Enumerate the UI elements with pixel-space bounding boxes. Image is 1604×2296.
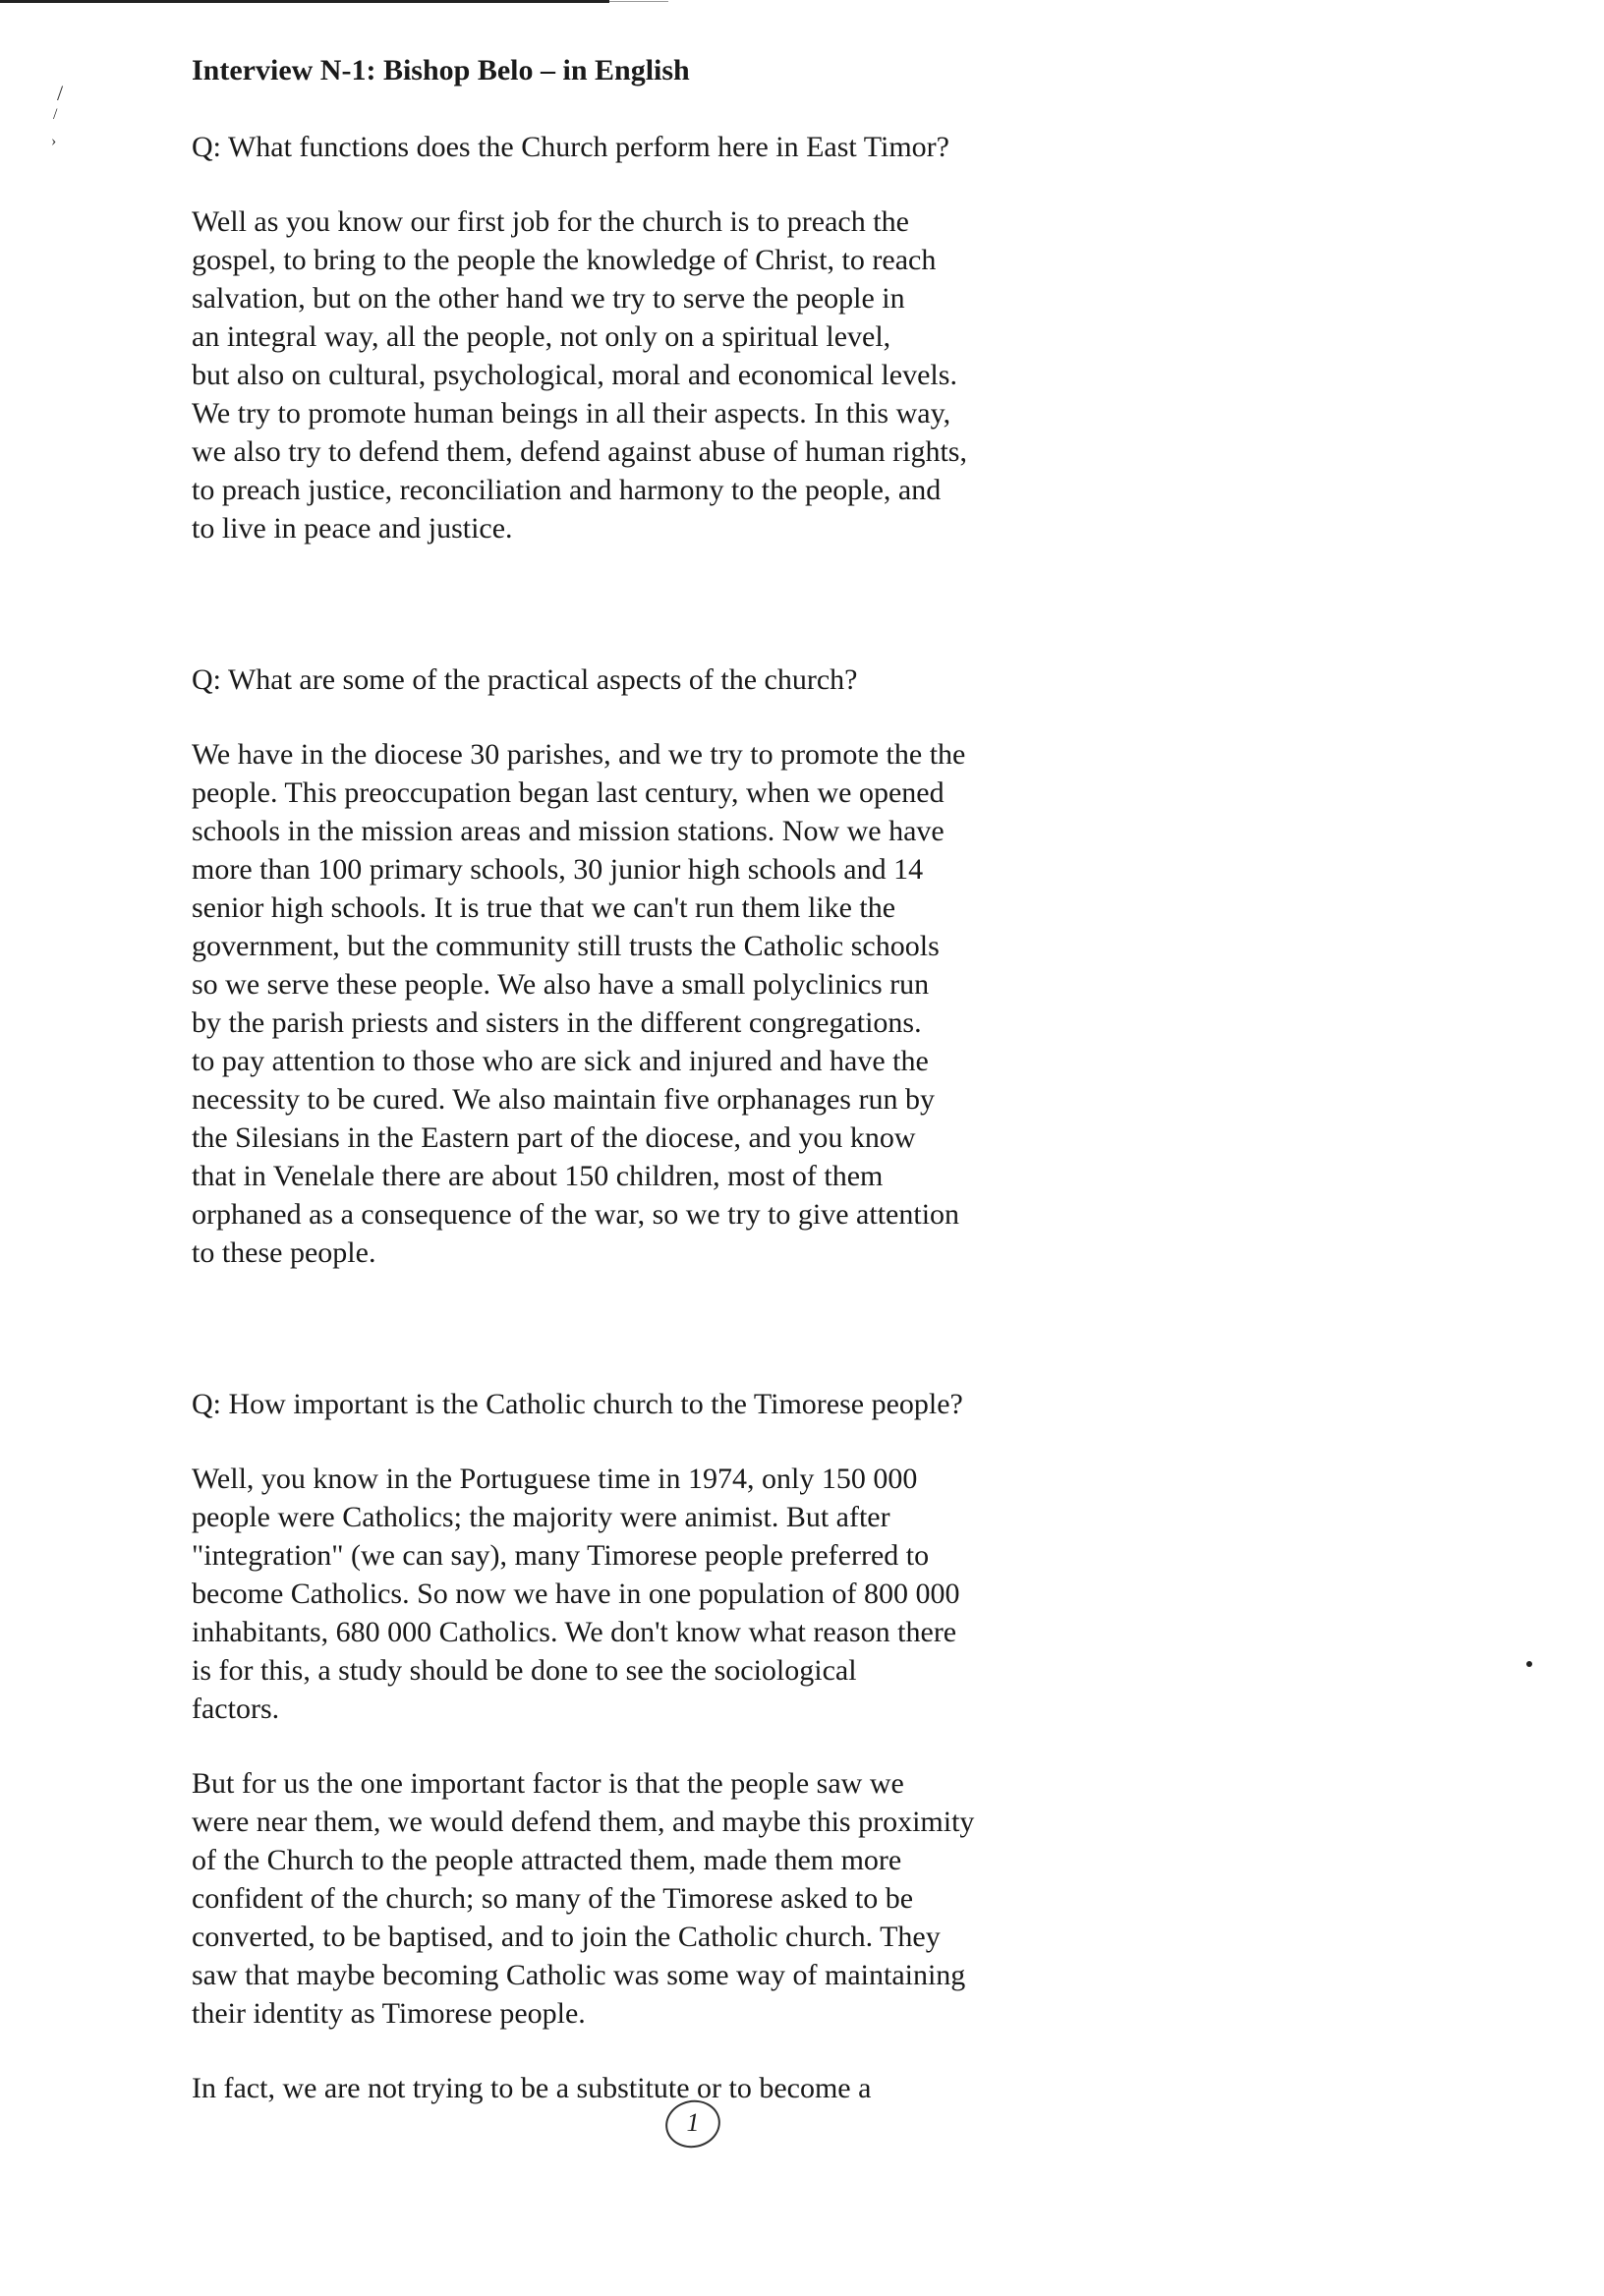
answer-line: people. This preoccupation began last century, when we opened <box>192 776 945 809</box>
answer-line: so we serve these people. We also have a small polyclinics run <box>192 968 930 1001</box>
answer-paragraph <box>192 1460 1430 1728</box>
answer-line: people were Catholics; the majority were animist. But after <box>192 1501 890 1533</box>
margin-mark: › <box>51 133 57 149</box>
answer-line: were near them, we would defend them, and maybe this proximity <box>192 1806 975 1838</box>
answer-line: We try to promote human beings in all their aspects. In this way, <box>192 397 951 430</box>
question: Q: How important is the Catholic church to the Timorese people? <box>192 1388 963 1420</box>
answer-line: schools in the mission areas and mission stations. Now we have <box>192 815 945 847</box>
answer-line: converted, to be baptised, and to join the Catholic church. They <box>192 1921 941 1953</box>
answer-line: In fact, we are not trying to be a substitute or to become a <box>192 2072 872 2104</box>
answer-line: inhabitants, 680 000 Catholics. We don't know what reason there <box>192 1616 957 1648</box>
answer-paragraph <box>192 735 1430 1272</box>
answer-line: we also try to defend them, defend against abuse of human rights, <box>192 435 967 468</box>
answer-line: necessity to be cured. We also maintain five orphanages run by <box>192 1083 935 1116</box>
answer-line: but also on cultural, psychological, moral and economical levels. <box>192 359 957 391</box>
answer-line: to preach justice, reconciliation and harmony to the people, and <box>192 474 942 506</box>
question: Q: What are some of the practical aspects of the church? <box>192 663 858 696</box>
top-edge-rule-faint <box>609 1 668 2</box>
question: Q: What functions does the Church perform here in East Timor? <box>192 131 949 163</box>
section-spacer <box>192 1308 1430 1385</box>
answer-paragraph <box>192 1764 1430 2033</box>
page-number <box>663 2098 722 2148</box>
answer-line: more than 100 primary schools, 30 junior high schools and 14 <box>192 853 924 886</box>
answer-line: salvation, but on the other hand we try to serve the people in <box>192 282 905 315</box>
answer-paragraph <box>192 2069 1430 2107</box>
page-number-text: 1 <box>686 2108 700 2137</box>
answer-line: by the parish priests and sisters in the different congregations. <box>192 1006 922 1039</box>
answer-line: to these people. <box>192 1236 376 1269</box>
margin-mark: / <box>57 81 64 105</box>
answer-line: confident of the church; so many of the Timorese asked to be <box>192 1882 914 1915</box>
answer-line: to live in peace and justice. <box>192 512 513 545</box>
qa-section <box>192 660 1430 1272</box>
answer-line: factors. <box>192 1693 280 1725</box>
margin-mark: / <box>53 106 58 123</box>
answer-line: gospel, to bring to the people the knowledge of Christ, to reach <box>192 244 937 276</box>
margin-speck <box>1526 1661 1532 1667</box>
answer-line: of the Church to the people attracted them, made them more <box>192 1844 902 1876</box>
answer-line: saw that maybe becoming Catholic was some way of maintaining <box>192 1959 966 1991</box>
answer-line: government, but the community still trusts the Catholic schools <box>192 930 940 962</box>
answer-line: senior high schools. It is true that we can't run them like the <box>192 891 896 924</box>
answer-line: Well, you know in the Portuguese time in 1974, only 150 000 <box>192 1463 918 1495</box>
answer-line: their identity as Timorese people. <box>192 1997 586 2030</box>
document-page <box>192 51 1430 2144</box>
answer-line: the Silesians in the Eastern part of the diocese, and you know <box>192 1121 916 1154</box>
answer-line: We have in the diocese 30 parishes, and we try to promote the the <box>192 738 966 771</box>
answer-paragraph <box>192 202 1430 547</box>
answer-line: to pay attention to those who are sick and injured and have the <box>192 1045 929 1077</box>
answer-line: an integral way, all the people, not only on a spiritual level, <box>192 320 891 353</box>
answer-line: that in Venelale there are about 150 children, most of them <box>192 1160 884 1192</box>
top-edge-rule <box>0 0 609 3</box>
answer-line: "integration" (we can say), many Timorese people preferred to <box>192 1539 930 1572</box>
document-title: Interview N-1: Bishop Belo – in English <box>192 54 690 86</box>
answer-line: become Catholics. So now we have in one population of 800 000 <box>192 1578 960 1610</box>
qa-section <box>192 128 1430 547</box>
answer-line: Well as you know our first job for the church is to preach the <box>192 205 909 238</box>
answer-line: orphaned as a consequence of the war, so we try to give attention <box>192 1198 960 1231</box>
answer-line: But for us the one important factor is that the people saw we <box>192 1767 904 1800</box>
section-spacer <box>192 584 1430 660</box>
qa-section <box>192 1385 1430 2107</box>
answer-line: is for this, a study should be done to see the sociological <box>192 1654 857 1687</box>
